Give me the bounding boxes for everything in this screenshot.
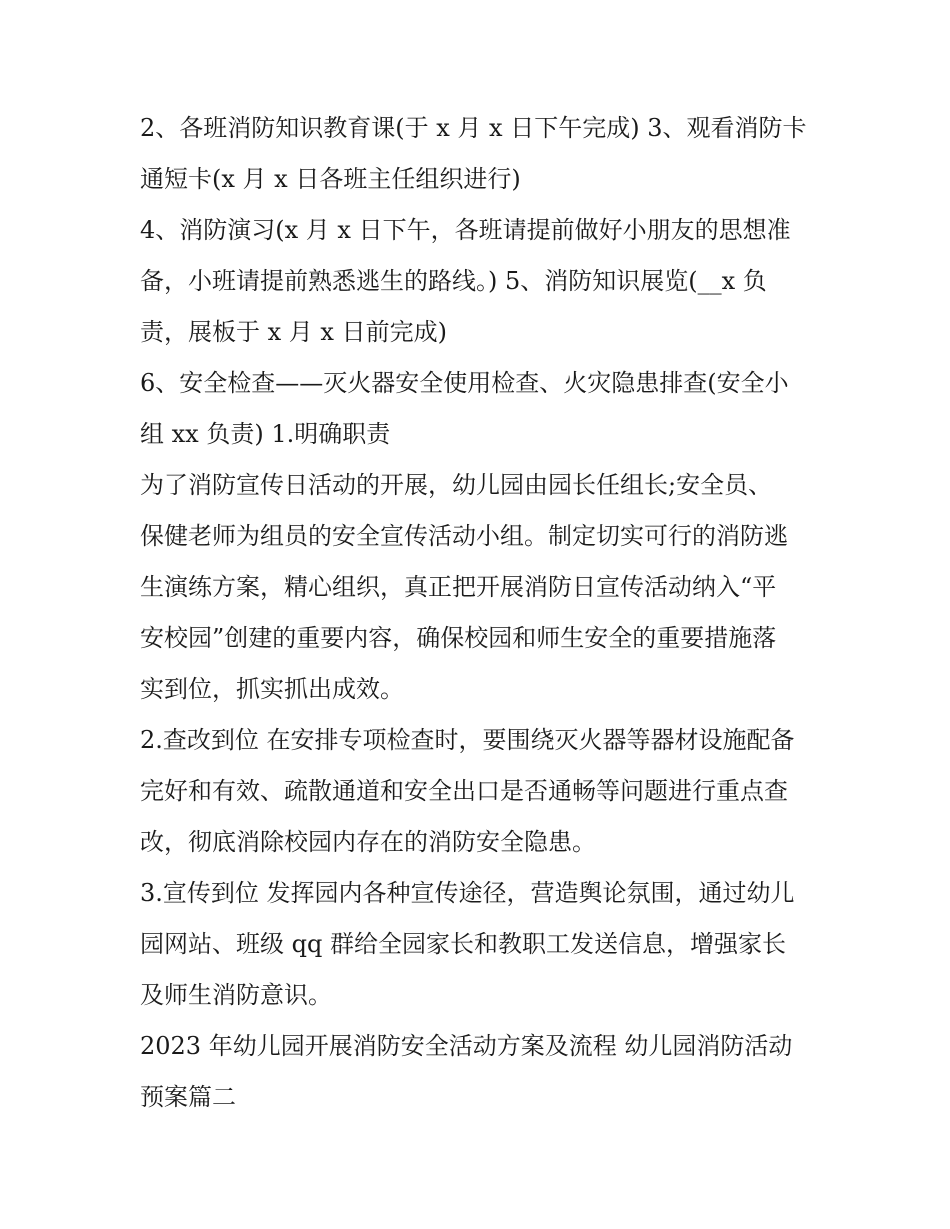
text-line: 及师生消防意识。 xyxy=(140,981,332,1009)
text-line: 2、各班消防知识教育课(于 x 月 x 日下午完成) 3、观看消防卡 xyxy=(140,114,807,142)
text-line: 组 xx 负责) 1.明确职责 xyxy=(140,420,391,448)
text-line: 2.查改到位 在安排专项检查时，要围绕灭火器等器材设施配备 xyxy=(140,726,795,754)
text-line: 生演练方案，精心组织，真正把开展消防日宣传活动纳入“平 xyxy=(140,573,777,601)
text-line: 改，彻底消除校园内存在的消防安全隐患。 xyxy=(140,828,596,856)
text-line: 完好和有效、疏散通道和安全出口是否通畅等问题进行重点查 xyxy=(140,777,788,805)
text-line: 实到位，抓实抓出成效。 xyxy=(140,675,404,703)
text-line: 3.宣传到位 发挥园内各种宣传途径，营造舆论氛围，通过幼儿 xyxy=(140,879,795,907)
text-line: 备，小班请提前熟悉逃生的路线。) 5、消防知识展览(__x 负 xyxy=(140,267,767,295)
text-line: 为了消防宣传日活动的开展，幼儿园由园长任组长;安全员、 xyxy=(140,471,773,499)
text-line: 4、消防演习(x 月 x 日下午，各班请提前做好小朋友的思想准 xyxy=(140,216,791,244)
text-line: 责，展板于 x 月 x 日前完成) xyxy=(140,318,447,346)
text-line: 园网站、班级 qq 群给全园家长和教职工发送信息，增强家长 xyxy=(140,930,786,958)
text-line: 保健老师为组员的安全宣传活动小组。制定切实可行的消防逃 xyxy=(140,522,788,550)
document-body xyxy=(140,103,820,1123)
text-line: 安校园”创建的重要内容，确保校园和师生安全的重要措施落 xyxy=(140,624,777,652)
text-line: 通短卡(x 月 x 日各班主任组织进行) xyxy=(140,165,521,193)
text-line: 预案篇二 xyxy=(140,1083,236,1111)
text-line: 6、安全检查——灭火器安全使用检查、火灾隐患排查(安全小 xyxy=(140,369,789,397)
text-line: 2023 年幼儿园开展消防安全活动方案及流程 幼儿园消防活动 xyxy=(140,1032,793,1060)
